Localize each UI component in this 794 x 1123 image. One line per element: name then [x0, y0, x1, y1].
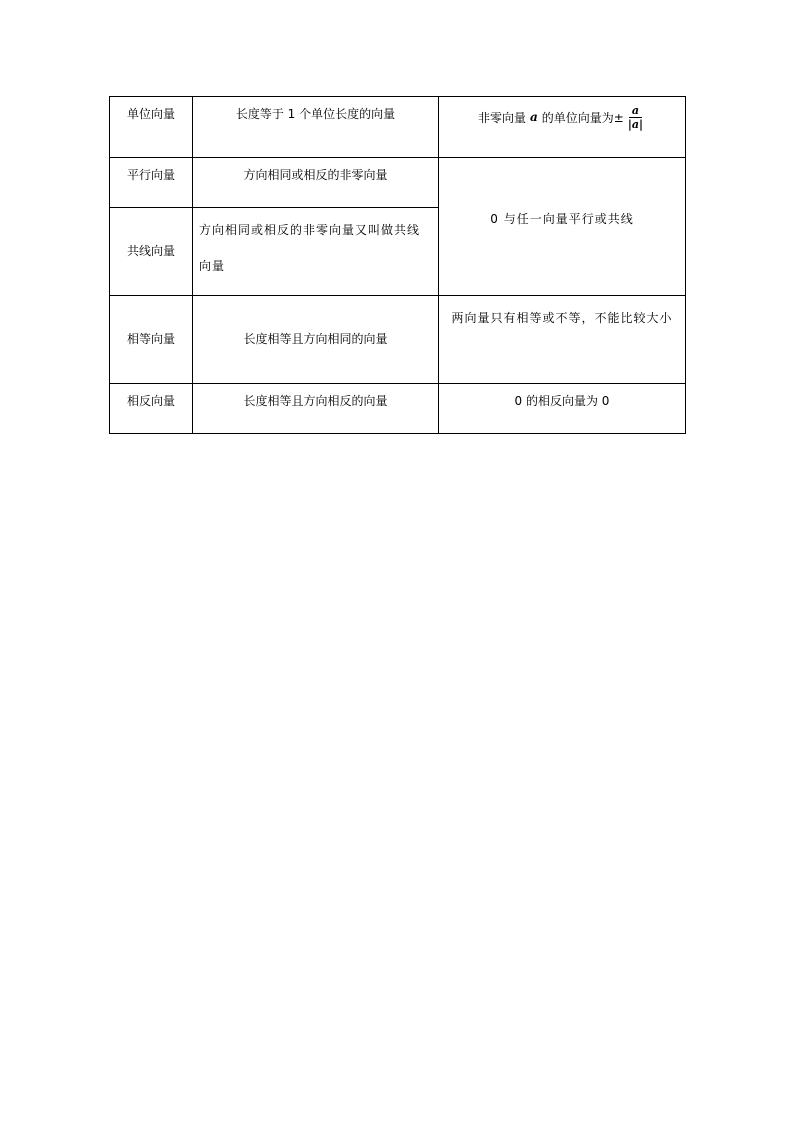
definition-equal-vector: 长度相等且方向相同的向量 [243, 332, 388, 346]
definition-cell [193, 296, 439, 384]
shared-note-cell [439, 158, 686, 296]
definition-cell [193, 384, 439, 434]
definition-parallel-vector: 方向相同或相反的非零向量 [243, 168, 388, 182]
table-row [110, 384, 686, 434]
note-cell [439, 97, 686, 158]
unit-vector-note [439, 97, 685, 137]
term-cell [110, 384, 193, 434]
note-prefix: 非零向量 [478, 110, 527, 125]
note-suffix: 的单位向量为± [541, 110, 624, 125]
vector-concepts-table [109, 96, 686, 434]
vector-a-symbol: a [530, 110, 538, 124]
note-opposite-vector: 0 的相反向量为 0 [514, 394, 610, 408]
fraction-numerator: a [629, 104, 642, 118]
note-equal-vector: 两向量只有相等或不等，不能比较大小 [451, 311, 673, 325]
definition-opposite-vector: 长度相等且方向相反的向量 [243, 394, 388, 408]
term-collinear-vector: 共线向量 [126, 244, 175, 258]
term-equal-vector: 相等向量 [126, 332, 175, 346]
table-row [110, 158, 686, 208]
definition-unit-vector: 长度等于 1 个单位长度的向量 [235, 107, 396, 121]
term-opposite-vector: 相反向量 [126, 394, 175, 408]
term-cell [110, 296, 193, 384]
definition-cell [193, 97, 439, 158]
note-cell [439, 384, 686, 434]
table-row [110, 296, 686, 384]
definition-cell [193, 208, 439, 296]
term-cell [110, 158, 193, 208]
term-cell [110, 208, 193, 296]
shared-note: 0 与任一向量平行或共线 [490, 212, 634, 226]
term-cell [110, 97, 193, 158]
unit-vector-fraction [625, 104, 646, 131]
term-parallel-vector: 平行向量 [126, 168, 175, 182]
definition-collinear-vector: 方向相同或相反的非零向量又叫做共线向量 [199, 223, 421, 273]
note-cell [439, 296, 686, 384]
term-unit-vector: 单位向量 [126, 107, 175, 121]
fraction-denominator: |a| [627, 117, 643, 131]
definition-cell [193, 158, 439, 208]
table-row [110, 97, 686, 158]
